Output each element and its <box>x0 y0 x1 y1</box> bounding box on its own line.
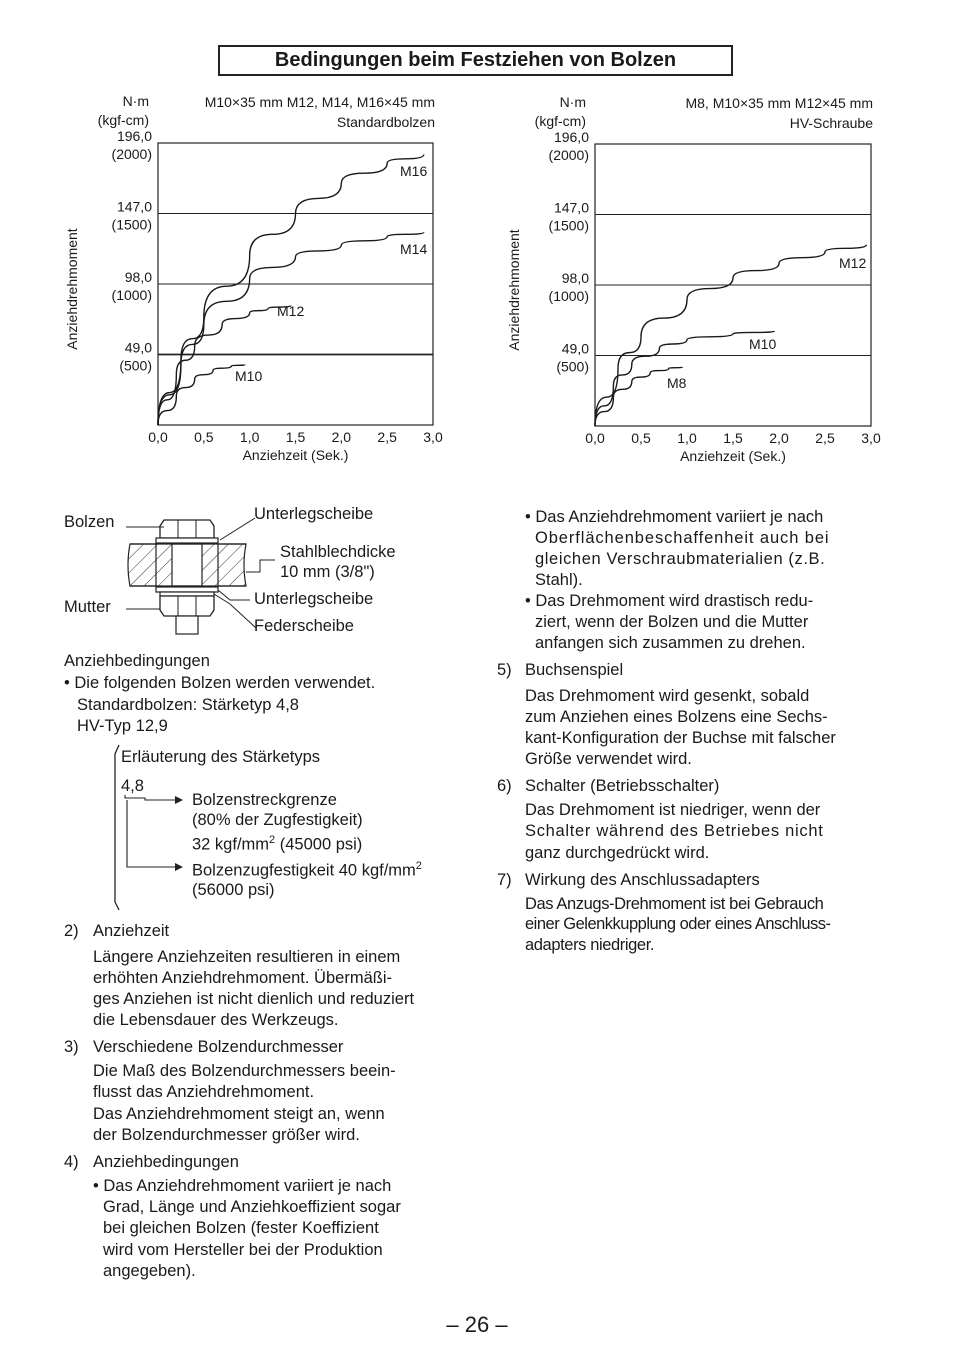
section-3-line-3: Das Anziehdrehmoment steigt an, wenn <box>93 1105 385 1123</box>
section-4-line-3: bei gleichen Bolzen (fester Koeffizient <box>103 1219 379 1237</box>
series-line-m14 <box>158 232 424 425</box>
y-unit-kgf: (kgf-cm) <box>534 113 586 129</box>
section-5-line-2: zum Anziehen eines Bolzens eine Sechs- <box>525 708 828 726</box>
section-4-line-4: wird vom Hersteller bei der Produktion <box>103 1241 383 1259</box>
series-label-m12: M12 <box>277 303 305 319</box>
section-2-line-1: Längere Anziehzeiten resultieren in einem <box>93 948 401 966</box>
section-6-number: 6) <box>497 777 512 795</box>
label-bolzen: Bolzen <box>64 513 115 531</box>
section-5-heading: Buchsenspiel <box>525 661 624 679</box>
section-7-line-1: Das Anzugs-Drehmoment ist bei Gebrauch <box>525 895 824 913</box>
label-spring-washer: Federscheibe <box>254 617 354 635</box>
y-tick-label-kgf: (1500) <box>111 216 152 233</box>
section-7-number: 7) <box>497 871 512 889</box>
tensile-strength-label: Bolzenzugfestigkeit 40 kgf/$mm^2$ <box>192 860 422 880</box>
series-label-m10: M10 <box>749 336 777 352</box>
section-6-line-3: ganz durchgedrückt wird. <box>525 844 710 862</box>
section-7-line-3: adapters niedriger. <box>525 936 655 954</box>
bolt-head <box>160 520 214 538</box>
x-tick-label: 1,0 <box>677 430 697 446</box>
x-tick-label: 0,5 <box>631 430 651 446</box>
bolt-tail <box>176 616 198 634</box>
y-tick-label-kgf: (500) <box>556 358 589 375</box>
section-5-number: 5) <box>497 661 512 679</box>
right-bullet-1-line-3: gleichen Verschraubmaterialien (z.B. <box>535 550 826 568</box>
right-bullet-1-line-1: • Das Anziehdrehmoment variiert je nach <box>525 508 824 526</box>
page-number: – 26 – <box>446 1312 508 1337</box>
section-5-line-1: Das Drehmoment wird gesenkt, sobald <box>525 687 810 705</box>
right-bullet-2-line-3: anfangen sich zusammen zu drehen. <box>535 634 806 652</box>
conditions-heading: Anziehbedingungen <box>64 652 210 670</box>
section-3-heading: Verschiedene Bolzendurchmesser <box>93 1038 344 1056</box>
chart-title: M8, M10×35 mm M12×45 mm <box>685 95 873 111</box>
x-axis-title: Anziehzeit (Sek.) <box>242 447 349 463</box>
right-bullet-1-line-2: Oberflächenbeschaffenheit auch bei <box>535 529 830 547</box>
series-label-m14: M14 <box>400 241 428 257</box>
section-2-line-2: erhöhten Anziehdrehmoment. Übermäßi- <box>93 969 392 987</box>
y-tick-label-kgf: (1000) <box>111 287 152 303</box>
y-tick-label: 196,0 <box>116 128 152 144</box>
y-tick-label: 98,0 <box>561 270 589 286</box>
series-line-m16 <box>158 155 424 425</box>
y-unit-kgf: (kgf-cm) <box>97 112 149 128</box>
section-2-line-3: ges Anziehen ist nicht dienlich und reduziert <box>93 990 415 1008</box>
torque-chart-standard <box>55 88 455 468</box>
y-axis-title: Anziehdrehmoment <box>64 228 80 350</box>
section-6-line-2: Schalter während des Betriebes nicht <box>525 822 824 840</box>
label-mutter: Mutter <box>64 598 111 616</box>
steel-plate <box>128 544 156 586</box>
section-6-heading: Schalter (Betriebsschalter) <box>525 777 720 795</box>
y-tick-label: 49,0 <box>561 340 589 357</box>
x-tick-label: 3,0 <box>423 429 443 445</box>
label-washer-bottom: Unterlegscheibe <box>254 590 374 608</box>
nut <box>160 596 214 616</box>
y-unit: N·m <box>122 93 149 109</box>
y-tick-label-kgf: (2000) <box>111 146 152 162</box>
x-tick-label: 1,0 <box>239 429 260 445</box>
y-tick-label-kgf: (500) <box>119 357 152 374</box>
x-tick-label: 2,0 <box>331 429 352 445</box>
label-plate-2: 10 mm (3/8") <box>280 563 375 581</box>
yield-strength-label: Bolzenstreckgrenze <box>192 791 337 809</box>
section-3-line-4: der Bolzendurchmesser größer wird. <box>93 1126 360 1144</box>
explanation-title: Erläuterung des Stärketyps <box>121 748 321 766</box>
section-6-line-1: Das Drehmoment ist niedriger, wenn der <box>525 801 821 819</box>
section-7-heading: Wirkung des Anschlussadapters <box>525 871 760 889</box>
y-tick-label: 98,0 <box>124 269 152 285</box>
y-tick-label: 196,0 <box>553 129 589 145</box>
chart-title: M10×35 mm M12, M14, M16×45 mm <box>204 94 435 110</box>
yield-strength-value: 32 kgf/$mm^2$ (45000 psi) <box>192 834 363 854</box>
series-label-m10: M10 <box>235 368 263 384</box>
washer-top <box>156 538 218 543</box>
section-4-number: 4) <box>64 1153 79 1171</box>
y-tick-label: 147,0 <box>553 199 589 216</box>
section-5-line-4: Größe verwendet wird. <box>525 750 692 768</box>
x-tick-label: 1,5 <box>723 430 743 446</box>
section-2-number: 2) <box>64 922 79 940</box>
conditions-bullet: • Die folgenden Bolzen werden verwendet. <box>64 674 376 692</box>
standard-bolt-type: Standardbolzen: Stärketyp 4,8 <box>77 696 299 714</box>
section-2-heading: Anziehzeit <box>93 922 170 940</box>
chart-subtitle: HV-Schraube <box>789 115 873 131</box>
hv-type: HV-Typ 12,9 <box>77 717 168 735</box>
section-4-heading: Anziehbedingungen <box>93 1153 239 1171</box>
y-tick-label: 49,0 <box>124 339 152 356</box>
section-5-line-3: kant-Konfiguration der Buchse mit falscher <box>525 729 836 747</box>
y-tick-label-kgf: (2000) <box>548 147 589 163</box>
yield-strength-percent: (80% der Zugfestigkeit) <box>192 811 363 829</box>
torque-chart-hv <box>495 88 895 468</box>
series-label-m16: M16 <box>400 163 428 179</box>
right-bullet-2-line-2: ziert, wenn der Bolzen und die Mutter <box>535 613 809 631</box>
y-tick-label: 147,0 <box>116 198 152 215</box>
strength-type-value: 4,8 <box>121 777 144 795</box>
section-2-line-4: die Lebensdauer des Werkzeugs. <box>93 1011 339 1029</box>
x-tick-label: 1,5 <box>285 429 306 445</box>
washer-bottom <box>156 587 218 592</box>
x-tick-label: 2,5 <box>815 430 835 446</box>
x-tick-label: 0,5 <box>194 429 214 445</box>
tensile-strength-psi: (56000 psi) <box>192 881 275 899</box>
series-line-m12 <box>158 306 291 425</box>
section-3-number: 3) <box>64 1038 79 1056</box>
right-bullet-1-line-4: Stahl). <box>535 571 583 589</box>
section-3-line-1: Die Maß des Bolzendurchmessers beein- <box>93 1062 396 1080</box>
section-4-line-2: Grad, Länge und Anziehkoeffizient sogar <box>103 1198 401 1216</box>
series-label-m12: M12 <box>839 255 867 271</box>
x-tick-label: 0,0 <box>585 430 605 446</box>
y-unit: N·m <box>559 94 586 110</box>
label-washer-top: Unterlegscheibe <box>254 505 374 523</box>
section-4-line-1: • Das Anziehdrehmoment variiert je nach <box>93 1177 392 1195</box>
y-axis-title: Anziehdrehmoment <box>506 229 522 351</box>
label-plate-1: Stahlblechdicke <box>280 543 396 561</box>
x-tick-label: 2,5 <box>377 429 397 445</box>
section-7-line-2: einer Gelenkkupplung oder eines Anschluss- <box>525 915 831 933</box>
right-bullet-2-line-1: • Das Drehmoment wird drastisch redu- <box>525 592 814 610</box>
series-label-m8: M8 <box>667 375 687 391</box>
x-axis-title: Anziehzeit (Sek.) <box>680 448 786 464</box>
y-tick-label-kgf: (1500) <box>548 217 589 234</box>
x-tick-label: 2,0 <box>769 430 789 446</box>
y-tick-label-kgf: (1000) <box>548 288 589 304</box>
x-tick-label: 3,0 <box>861 430 881 446</box>
x-tick-label: 0,0 <box>148 429 168 445</box>
section-4-line-5: angegeben). <box>103 1262 196 1280</box>
section-3-line-2: flusst das Anziehdrehmoment. <box>93 1083 315 1101</box>
page-title: Bedingungen beim Festziehen von Bolzen <box>218 45 733 76</box>
chart-subtitle: Standardbolzen <box>336 114 435 130</box>
